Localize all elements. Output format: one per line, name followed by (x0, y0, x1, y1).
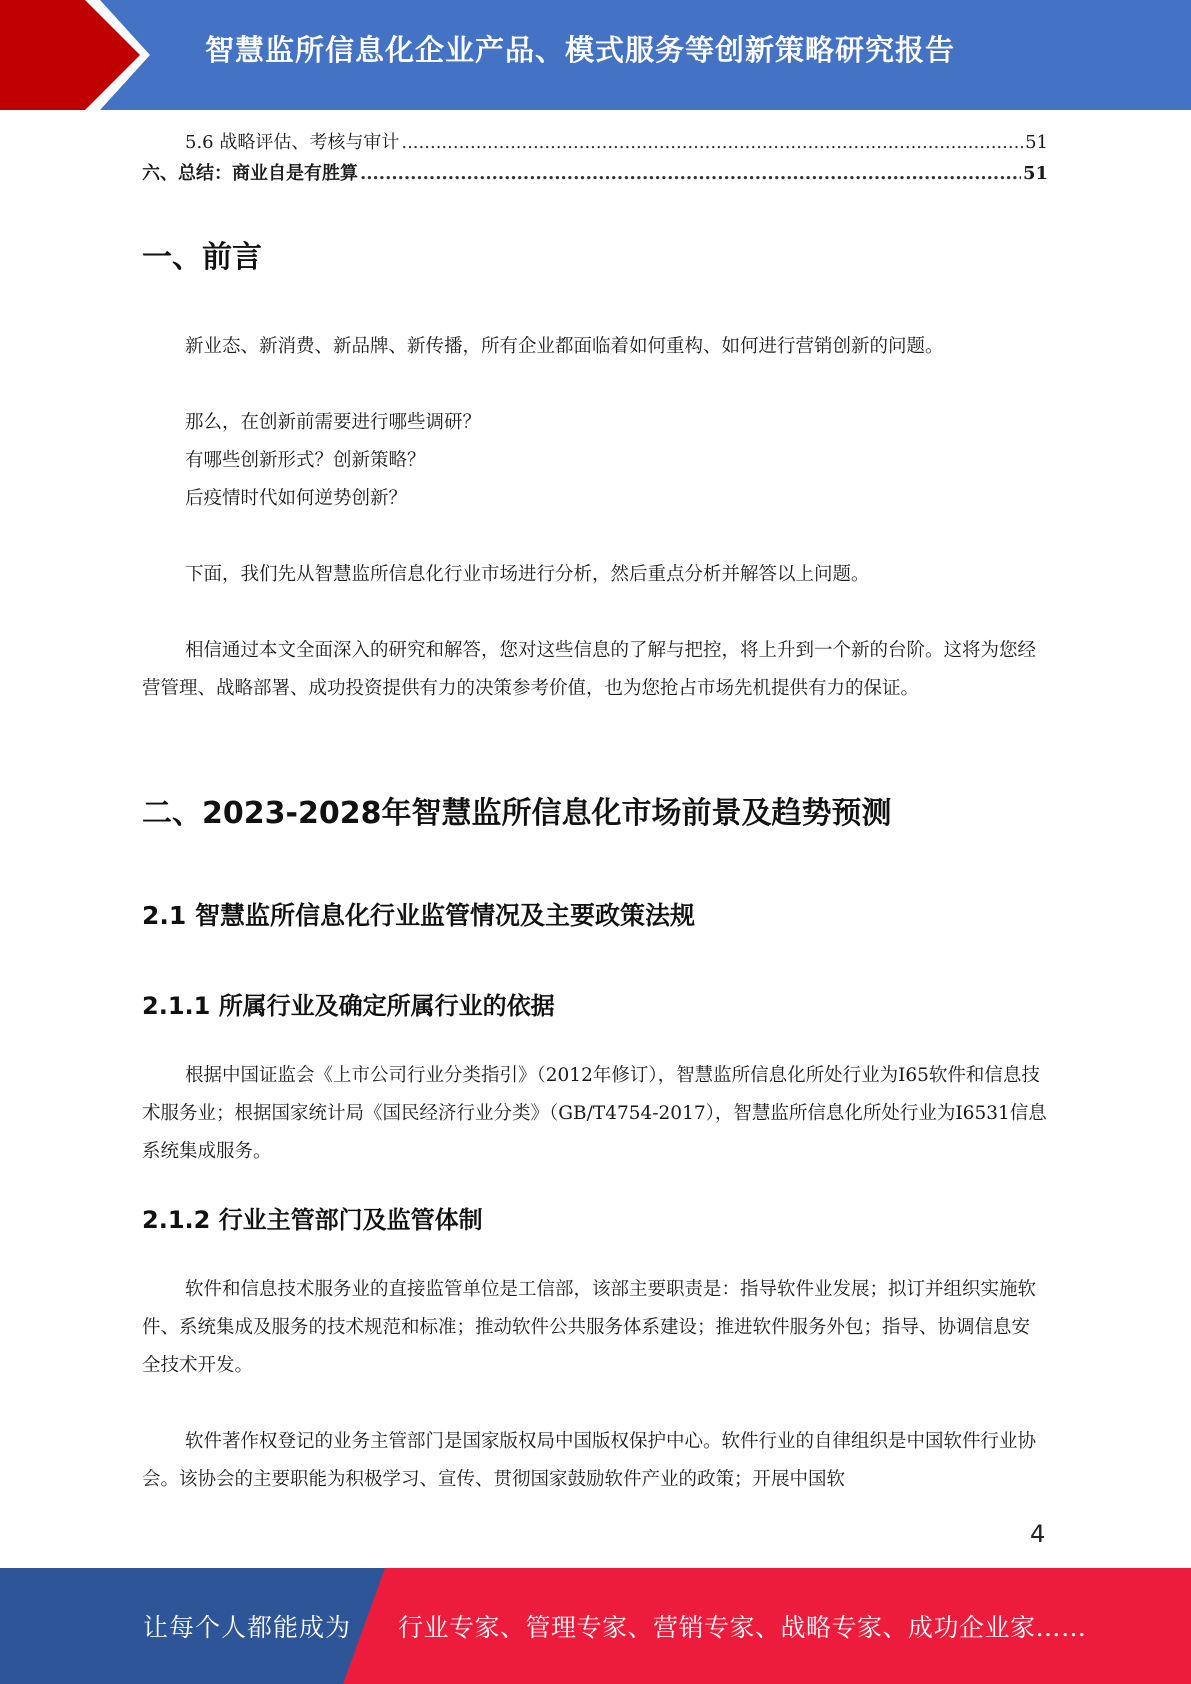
toc-entry-page: 51 (1025, 132, 1048, 153)
body-paragraph: 软件和信息技术服务业的直接监管单位是工信部，该部主要职责是：指导软件业发展；拟订并组织实施软件、系统集成及服务的技术规范和标准；推动软件公共服务体系建设；推进软件服务外包；指导、协调信息安全技术开发。 (142, 1279, 1037, 1376)
header-red-arrow-icon (0, 0, 140, 110)
body-paragraph: 软件著作权登记的业务主管部门是国家版权局中国版权保护中心。软件行业的自律组织是中国软件行业协会。该协会的主要职能为积极学习、宣传、贯彻国家鼓励软件产业的政策；开展中国软 (142, 1431, 1037, 1490)
toc-entry[interactable] (142, 161, 1048, 187)
intro-question: 有哪些创新形式？创新策略？ (185, 450, 426, 471)
toc-entry-label: 六、总结：商业自是有胜算 (142, 163, 358, 184)
footer-slogan-left: 让每个人都能成为 (143, 1613, 352, 1642)
toc-entry[interactable] (185, 130, 1048, 156)
toc-leader-dots (360, 161, 1021, 187)
report-title: 智慧监所信息化企业产品、模式服务等创新策略研究报告 (205, 33, 956, 67)
page-number: 4 (1030, 1520, 1046, 1548)
section-heading: 2.1 智慧监所信息化行业监管情况及主要政策法规 (142, 901, 695, 930)
intro-question: 那么，在创新前需要进行哪些调研？ (185, 412, 482, 433)
chapter-heading: 二、2023-2028年智慧监所信息化市场前景及趋势预测 (142, 796, 892, 831)
intro-question: 后疫情时代如何逆势创新？ (185, 488, 408, 509)
footer-slogan-right: 行业专家、管理专家、营销专家、战略专家、成功企业家…… (398, 1613, 1087, 1642)
page-header-banner (0, 0, 1191, 110)
subsection-heading: 2.1.1 所属行业及确定所属行业的依据 (142, 992, 555, 1020)
intro-paragraph: 相信通过本文全面深入的研究和解答，您对这些信息的了解与把控，将上升到一个新的台阶。这将为您经营管理、战略部署、成功投资提供有力的决策参考价值，也为您抢占市场先机提供有力的保证。 (142, 640, 1037, 699)
intro-paragraph: 下面，我们先从智慧监所信息化行业市场进行分析，然后重点分析并解答以上问题。 (185, 564, 870, 585)
intro-paragraph: 新业态、新消费、新品牌、新传播，所有企业都面临着如何重构、如何进行营销创新的问题。 (185, 336, 944, 357)
section-heading-intro: 一、前言 (142, 240, 262, 275)
toc-entry-page: 51 (1022, 163, 1048, 184)
page-footer-banner (0, 1568, 1191, 1684)
subsection-heading: 2.1.2 行业主管部门及监管体制 (142, 1206, 483, 1234)
toc-entry-label: 5.6 战略评估、考核与审计 (185, 132, 400, 153)
body-paragraph: 根据中国证监会《上市公司行业分类指引》（2012年修订），智慧监所信息化所处行业为I65软件和信息技术服务业；根据国家统计局《国民经济行业分类》（GB/T4754-2017），智慧监所信息化所处行业为I6531信息系统集成服务。 (142, 1065, 1047, 1162)
toc-leader-dots (401, 130, 1023, 156)
